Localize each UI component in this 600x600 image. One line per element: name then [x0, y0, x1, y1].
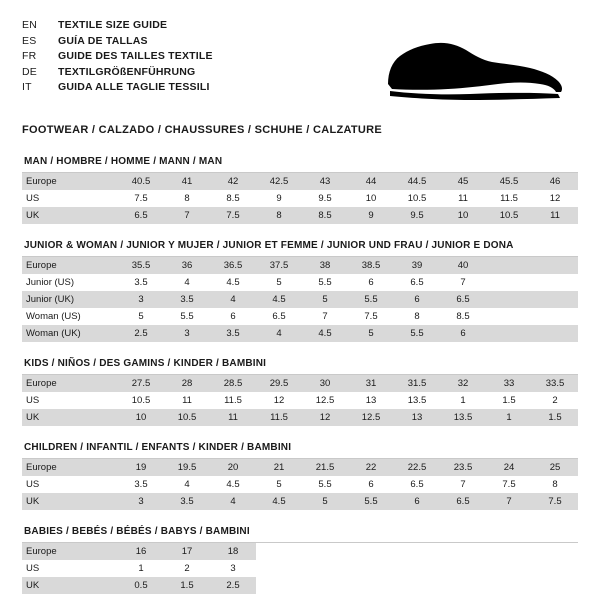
row-label: US	[22, 560, 118, 577]
language-title: GUIDE DES TAILLES TEXTILE	[58, 50, 213, 63]
cell: 5.5	[348, 493, 394, 510]
language-row	[22, 18, 213, 34]
cell: 10.5	[486, 207, 532, 224]
size-table-man	[22, 173, 578, 224]
cell: 5.5	[302, 274, 348, 291]
language-row	[22, 34, 213, 50]
cell	[532, 308, 578, 325]
cell: 30	[302, 375, 348, 392]
cell: 22	[348, 459, 394, 476]
cell: 41	[164, 173, 210, 190]
cell: 22.5	[394, 459, 440, 476]
cell: 35.5	[118, 257, 164, 274]
cell: 13.5	[440, 409, 486, 426]
row-label: Europe	[22, 173, 118, 190]
cell: 37.5	[256, 257, 302, 274]
cell: 7	[440, 476, 486, 493]
row-label: UK	[22, 207, 118, 224]
cell: 36	[164, 257, 210, 274]
cell: 0.5	[118, 577, 164, 594]
cell: 40.5	[118, 173, 164, 190]
table-row	[22, 375, 578, 392]
cell: 2	[532, 392, 578, 409]
row-label: US	[22, 392, 118, 409]
row-label: Junior (US)	[22, 274, 118, 291]
table-row	[22, 207, 578, 224]
cell: 4	[210, 291, 256, 308]
cell: 25	[532, 459, 578, 476]
table-row	[22, 308, 578, 325]
cell: 6	[440, 325, 486, 342]
cell: 5	[302, 493, 348, 510]
cell: 44	[348, 173, 394, 190]
cell: 4	[210, 493, 256, 510]
table-row	[22, 173, 578, 190]
cell: 42.5	[256, 173, 302, 190]
size-table-junior-woman	[22, 257, 578, 342]
cell: 2	[164, 560, 210, 577]
cell: 43	[302, 173, 348, 190]
cell: 5.5	[302, 476, 348, 493]
cell: 12.5	[302, 392, 348, 409]
cell: 3.5	[164, 291, 210, 308]
cell: 6.5	[440, 493, 486, 510]
cell: 31	[348, 375, 394, 392]
cell: 10.5	[118, 392, 164, 409]
cell	[486, 274, 532, 291]
section-children	[22, 442, 578, 510]
cell: 8.5	[210, 190, 256, 207]
cell: 19.5	[164, 459, 210, 476]
cell: 3.5	[164, 493, 210, 510]
cell: 7	[486, 493, 532, 510]
cell: 12	[256, 392, 302, 409]
section-junior-woman	[22, 240, 578, 342]
cell: 4.5	[302, 325, 348, 342]
table-row	[22, 392, 578, 409]
cell: 8	[256, 207, 302, 224]
cell: 11.5	[256, 409, 302, 426]
row-label: Europe	[22, 459, 118, 476]
cell: 21	[256, 459, 302, 476]
section-title: MAN / HOMBRE / HOMME / MANN / MAN	[24, 156, 223, 167]
cell: 1.5	[532, 409, 578, 426]
cell: 10.5	[164, 409, 210, 426]
row-label: Woman (US)	[22, 308, 118, 325]
table-row	[22, 291, 578, 308]
document-header	[22, 18, 578, 114]
section-man	[22, 156, 578, 224]
cell: 9.5	[302, 190, 348, 207]
cell: 8	[164, 190, 210, 207]
cell: 16	[118, 543, 164, 560]
cell: 12	[302, 409, 348, 426]
cell: 1.5	[486, 392, 532, 409]
cell: 33.5	[532, 375, 578, 392]
cell: 33	[486, 375, 532, 392]
cell: 6.5	[118, 207, 164, 224]
cell: 5	[348, 325, 394, 342]
cell: 6	[348, 274, 394, 291]
cell: 13	[348, 392, 394, 409]
cell: 5.5	[348, 291, 394, 308]
cell: 7	[440, 274, 486, 291]
cell: 4.5	[256, 291, 302, 308]
cell: 4	[256, 325, 302, 342]
cell: 36.5	[210, 257, 256, 274]
cell: 1	[486, 409, 532, 426]
section-kids	[22, 358, 578, 426]
cell: 6.5	[394, 476, 440, 493]
cell: 1	[118, 560, 164, 577]
cell: 3	[164, 325, 210, 342]
cell: 20	[210, 459, 256, 476]
section-title: KIDS / NIÑOS / DES GAMINS / KINDER / BAMBINI	[24, 358, 267, 369]
cell: 45	[440, 173, 486, 190]
row-label: US	[22, 190, 118, 207]
table-row	[22, 257, 578, 274]
language-title: TEXTILE SIZE GUIDE	[58, 19, 168, 31]
language-row	[22, 80, 213, 96]
cell: 2.5	[118, 325, 164, 342]
row-label: UK	[22, 577, 118, 594]
cell: 13.5	[394, 392, 440, 409]
cell	[532, 274, 578, 291]
cell: 9.5	[394, 207, 440, 224]
language-code: IT	[22, 81, 32, 94]
cell: 7	[164, 207, 210, 224]
cell: 27.5	[118, 375, 164, 392]
row-label: Europe	[22, 543, 118, 560]
cell: 3	[118, 291, 164, 308]
size-table-children	[22, 459, 578, 510]
cell: 10	[348, 190, 394, 207]
cell: 21.5	[302, 459, 348, 476]
cell: 8	[394, 308, 440, 325]
cell: 3	[118, 493, 164, 510]
cell: 39	[394, 257, 440, 274]
cell: 32	[440, 375, 486, 392]
cell: 9	[348, 207, 394, 224]
row-label: Woman (UK)	[22, 325, 118, 342]
cell: 19	[118, 459, 164, 476]
table-row	[22, 560, 256, 577]
cell: 6	[394, 493, 440, 510]
cell: 3	[210, 560, 256, 577]
table-row	[22, 409, 578, 426]
language-code: EN	[22, 19, 37, 31]
cell: 5.5	[164, 308, 210, 325]
cell: 7.5	[348, 308, 394, 325]
section-title: BABIES / BEBÉS / BÉBÉS / BABYS / BAMBINI	[24, 526, 250, 537]
cell: 38	[302, 257, 348, 274]
cell: 4.5	[210, 274, 256, 291]
section-title: CHILDREN / INFANTIL / ENFANTS / KINDER / BAMBINI	[24, 442, 292, 453]
table-row	[22, 459, 578, 476]
language-title: TEXTILGRÖßENFÜHRUNG	[58, 65, 196, 78]
cell: 11	[440, 190, 486, 207]
cell	[532, 291, 578, 308]
category-heading: FOOTWEAR / CALZADO / CHAUSSURES / SCHUHE / CALZATURE	[22, 124, 383, 136]
cell: 5	[256, 476, 302, 493]
cell: 7.5	[210, 207, 256, 224]
cell: 31.5	[394, 375, 440, 392]
cell: 6	[348, 476, 394, 493]
table-row	[22, 577, 256, 594]
cell: 6.5	[256, 308, 302, 325]
table-row	[22, 493, 578, 510]
cell: 1	[440, 392, 486, 409]
dress-shoe-icon	[378, 32, 568, 104]
cell	[486, 325, 532, 342]
cell: 10.5	[394, 190, 440, 207]
cell: 40	[440, 257, 486, 274]
cell: 5	[118, 308, 164, 325]
language-row	[22, 65, 213, 81]
cell: 42	[210, 173, 256, 190]
cell	[532, 257, 578, 274]
cell: 3.5	[210, 325, 256, 342]
cell: 4.5	[256, 493, 302, 510]
cell: 7.5	[486, 476, 532, 493]
size-table-babies	[22, 543, 256, 594]
cell: 11	[164, 392, 210, 409]
row-label: US	[22, 476, 118, 493]
row-label: UK	[22, 493, 118, 510]
cell: 38.5	[348, 257, 394, 274]
cell: 46	[532, 173, 578, 190]
cell: 24	[486, 459, 532, 476]
cell: 11	[532, 207, 578, 224]
cell: 6.5	[394, 274, 440, 291]
cell: 10	[118, 409, 164, 426]
cell: 4.5	[210, 476, 256, 493]
cell: 28.5	[210, 375, 256, 392]
cell: 6	[394, 291, 440, 308]
cell: 7.5	[118, 190, 164, 207]
row-label: UK	[22, 409, 118, 426]
cell	[486, 257, 532, 274]
cell: 29.5	[256, 375, 302, 392]
cell: 8	[532, 476, 578, 493]
section-title: JUNIOR & WOMAN / JUNIOR Y MUJER / JUNIOR ET FEMME / JUNIOR UND FRAU / JUNIOR E DONA	[24, 240, 514, 251]
table-row	[22, 325, 578, 342]
cell: 23.5	[440, 459, 486, 476]
section-babies	[22, 526, 578, 594]
cell: 11.5	[486, 190, 532, 207]
cell	[486, 308, 532, 325]
language-code: DE	[22, 65, 37, 78]
cell: 1.5	[164, 577, 210, 594]
cell: 12.5	[348, 409, 394, 426]
cell: 5	[302, 291, 348, 308]
cell	[532, 325, 578, 342]
language-title: GUÍA DE TALLAS	[58, 34, 148, 47]
row-label: Europe	[22, 257, 118, 274]
cell: 9	[256, 190, 302, 207]
cell: 6	[210, 308, 256, 325]
row-label: Junior (UK)	[22, 291, 118, 308]
cell: 5	[256, 274, 302, 291]
cell: 6.5	[440, 291, 486, 308]
cell: 2.5	[210, 577, 256, 594]
cell: 13	[394, 409, 440, 426]
table-row	[22, 190, 578, 207]
cell: 7	[302, 308, 348, 325]
cell: 11.5	[210, 392, 256, 409]
table-row	[22, 543, 256, 560]
cell: 44.5	[394, 173, 440, 190]
cell: 28	[164, 375, 210, 392]
language-title-list	[22, 18, 213, 96]
cell: 45.5	[486, 173, 532, 190]
cell: 4	[164, 476, 210, 493]
language-code: FR	[22, 50, 37, 63]
language-code: ES	[22, 34, 37, 47]
cell: 8.5	[440, 308, 486, 325]
table-row	[22, 476, 578, 493]
row-label: Europe	[22, 375, 118, 392]
language-title: GUIDA ALLE TAGLIE TESSILI	[58, 81, 210, 94]
cell: 3.5	[118, 476, 164, 493]
cell: 3.5	[118, 274, 164, 291]
cell	[486, 291, 532, 308]
size-table-kids	[22, 375, 578, 426]
cell: 18	[210, 543, 256, 560]
cell: 4	[164, 274, 210, 291]
cell: 7.5	[532, 493, 578, 510]
cell: 12	[532, 190, 578, 207]
cell: 10	[440, 207, 486, 224]
cell: 11	[210, 409, 256, 426]
table-row	[22, 274, 578, 291]
cell: 5.5	[394, 325, 440, 342]
language-row	[22, 49, 213, 65]
cell: 17	[164, 543, 210, 560]
cell: 8.5	[302, 207, 348, 224]
